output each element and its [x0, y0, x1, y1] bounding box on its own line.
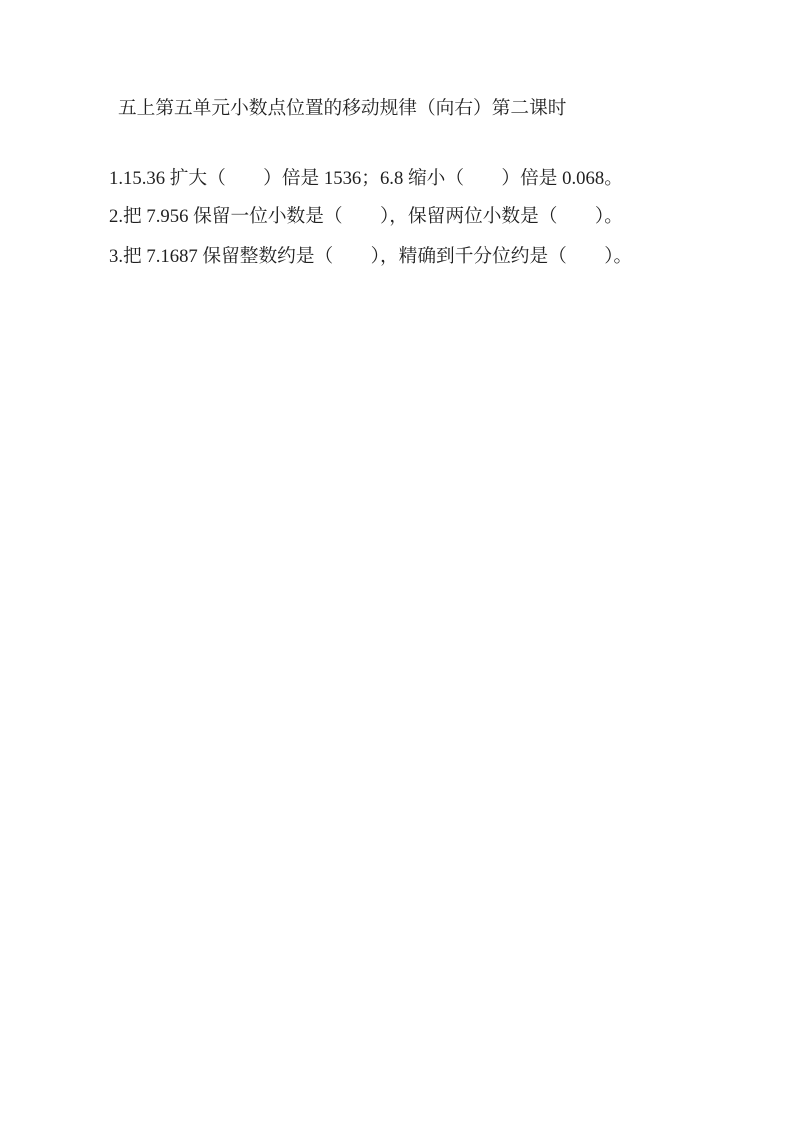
question-1-number: 1. [109, 168, 124, 189]
question-3-number: 3. [109, 246, 124, 267]
question-1-text: 15.36 扩大（ ）倍是 1536；6.8 缩小（ ）倍是 0.068。 [123, 168, 623, 189]
question-2-text: 把 7.956 保留一位小数是（ ），保留两位小数是（ ）。 [123, 206, 623, 227]
question-2-number: 2. [109, 206, 124, 227]
question-line-3 [109, 244, 632, 270]
question-line-2 [109, 204, 623, 230]
question-line-1 [109, 166, 623, 192]
document-title: 五上第五单元小数点位置的移动规律（向右）第二课时 [118, 98, 567, 119]
question-3-text: 把 7.1687 保留整数约是（ ），精确到千分位约是（ ）。 [123, 246, 633, 267]
